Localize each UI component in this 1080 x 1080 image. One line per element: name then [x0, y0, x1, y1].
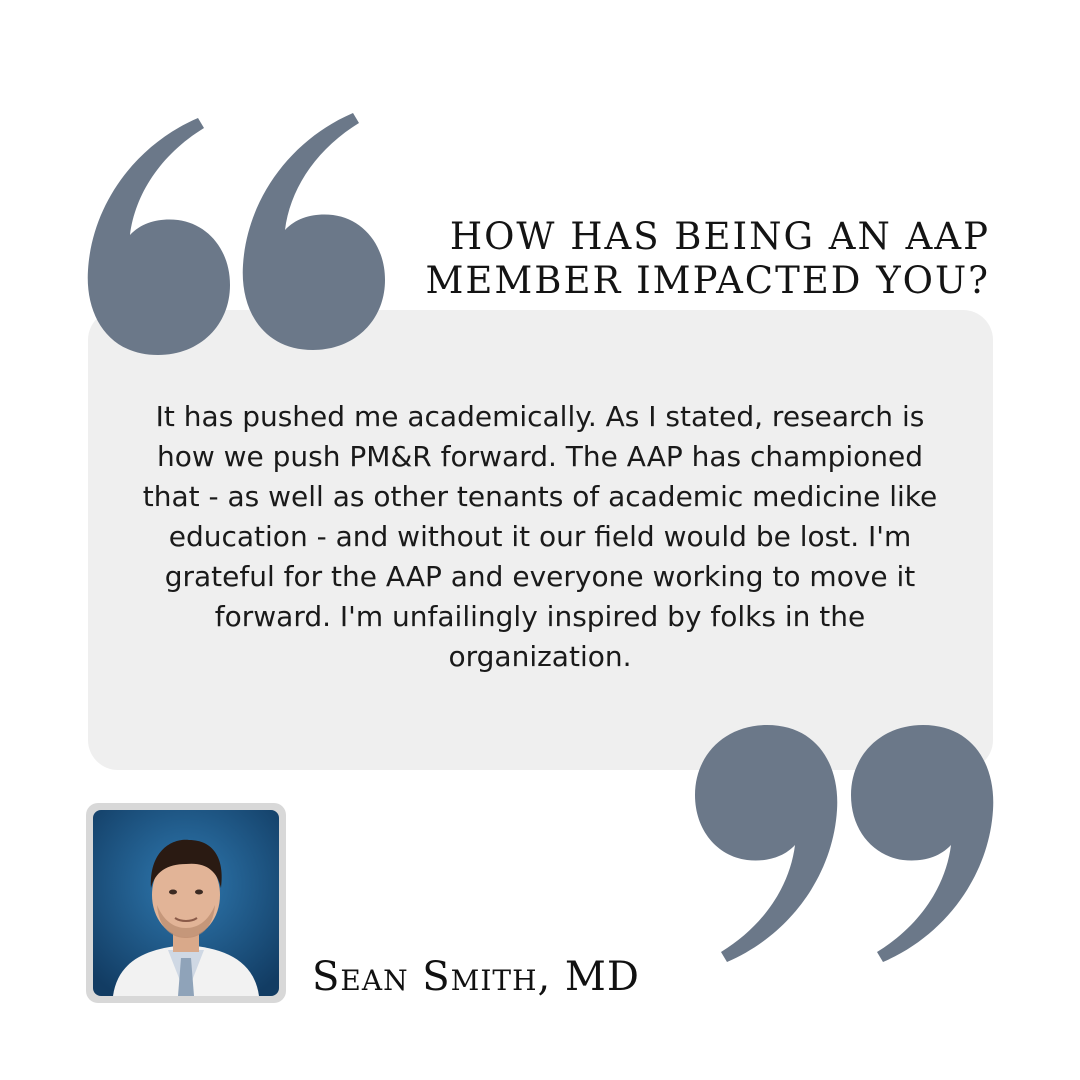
portrait-frame: [86, 803, 286, 1003]
question-heading: [350, 215, 990, 303]
heading-line-1: HOW HAS BEING AN AAP: [449, 215, 990, 258]
opening-quote-icon: [80, 110, 390, 355]
person-name: Sean Smith, MD: [312, 954, 640, 1000]
portrait-photo: [93, 810, 279, 996]
heading-line-2: MEMBER IMPACTED YOU?: [425, 259, 990, 302]
quote-body: It has pushed me academically. As I stated, research is how we push PM&R forward. The AAP has championed that - as well as other tenants of academic medicine like education - and without it our field would be lost. I'm grateful for the AAP and everyone working to move it forward. I'm unfailingly inspired by folks in the organization.: [142, 400, 938, 673]
closing-quote-icon: [695, 720, 1005, 970]
